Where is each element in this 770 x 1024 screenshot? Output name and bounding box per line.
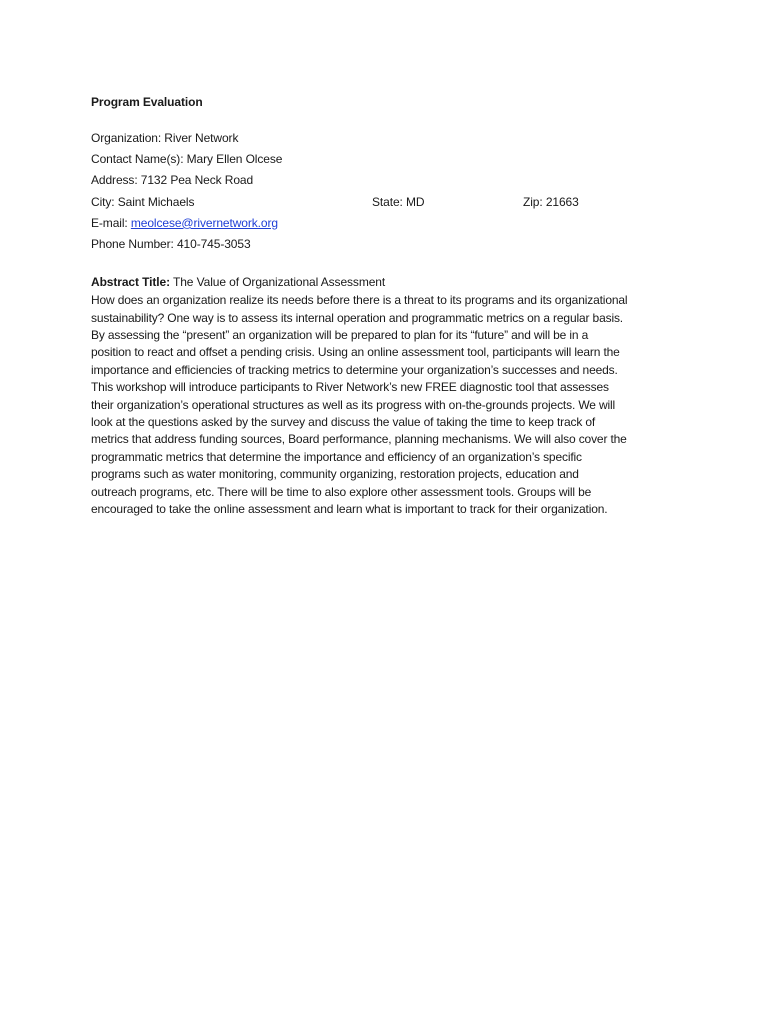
abstract-line: How does an organization realize its needs before there is a threat to its programs and its organizational [91, 293, 628, 308]
email-link[interactable]: meolcese@rivernetwork.org [130, 215, 278, 230]
phone-line: Phone Number: 410-745-3053 [91, 236, 251, 251]
abstract-line: sustainability? One way is to assess its internal operation and programmatic metrics on a regular basis. [91, 310, 623, 325]
address-line: Address: 7132 Pea Neck Road [91, 173, 254, 188]
abstract-line: encouraged to take the online assessment and learn what is important to track for their organization. [91, 502, 608, 516]
abstract-line: This workshop will introduce participants to River Network’s new FREE diagnostic tool that assesses [91, 380, 609, 395]
abstract-line: importance and efficiencies of tracking metrics to determine your organization’s successes and needs. [91, 362, 618, 377]
abstract-title: The Value of Organizational Assessment [173, 275, 386, 290]
city-field: City: Saint Michaels [91, 194, 195, 209]
state-field: State: MD [372, 194, 425, 209]
abstract-line: their organization’s operational structures as well as its progress with on-the-grounds projects. We will [91, 397, 616, 412]
abstract-line: position to react and offset a pending crisis. Using an online assessment tool, participants will learn the [91, 345, 620, 360]
abstract-line: programmatic metrics that determine the importance and efficiency of an organization’s specific [91, 449, 582, 464]
email-line [91, 213, 686, 234]
abstract-body [91, 292, 686, 518]
email-label: E-mail: [91, 215, 131, 230]
organization-line: Organization: River Network [91, 131, 239, 145]
abstract-line: programs such as water monitoring, community organizing, restoration projects, education and [91, 467, 579, 482]
abstract-line: outreach programs, etc. There will be time to also explore other assessment tools. Groups will be [91, 484, 592, 499]
abstract-line: metrics that address funding sources, Board performance, planning mechanisms. We will also cover the [91, 432, 627, 447]
abstract-line: look at the questions asked by the survey and discuss the value of taking the time to keep track of [91, 414, 596, 429]
city-state-zip-line [91, 192, 686, 213]
document-content [91, 94, 686, 518]
contact-line: Contact Name(s): Mary Ellen Olcese [91, 152, 283, 167]
abstract-title-label: Abstract Title: [91, 275, 170, 290]
zip-field: Zip: 21663 [523, 194, 579, 209]
abstract-title-line [91, 272, 686, 292]
abstract-line: By assessing the “present” an organization will be prepared to plan for its “future” and will be in a [91, 327, 589, 342]
document-heading: Program Evaluation [91, 95, 203, 109]
